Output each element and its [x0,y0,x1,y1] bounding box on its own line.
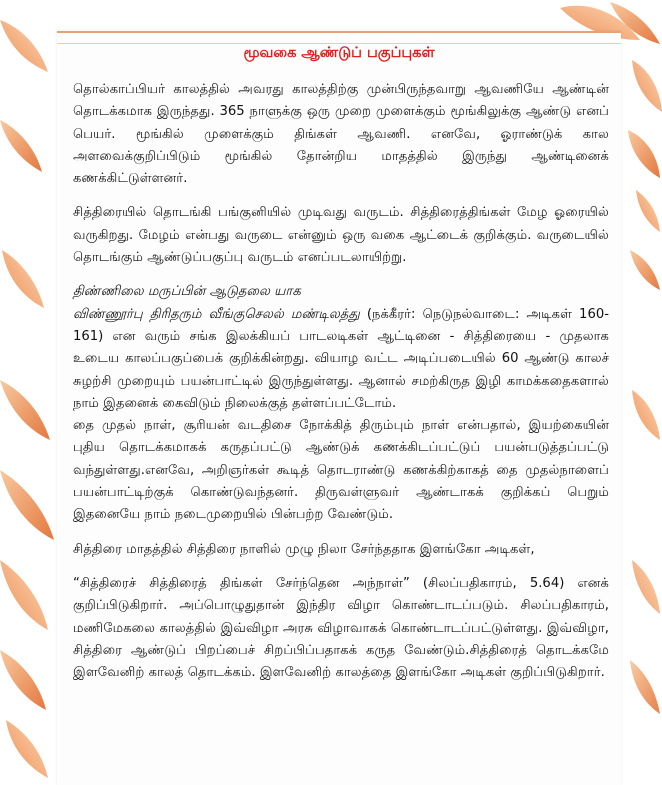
verse-line-1: திண்ணிலை மருப்பின் ஆடுதலை யாக [73,284,301,300]
verse-line-2: விண்ணூர்பு திரிதரும் வீங்குசெலல் மண்டிலத்து [73,306,360,322]
autumn-leaf-icon [630,560,660,714]
page-title: மூவகை ஆண்டுப் பகுப்புகள் [243,45,435,61]
paragraph-chithirai: சித்திரையில் தொடங்கி பங்குனியில் முடிவது வருடம். சித்திரைத்திங்கள் மேழ ஓரையில் வருகிறது. மேழம் என்பது வருடை என்னும் ஒரு வகை ஆட்டைக் குறிக்கும். வருடையில் தொடங்கும் ஆண்டுப்பகுப்பு வருடம் எனப்படலாயிற்று. [73,205,609,266]
verse-commentary: (நக்கீரர்: நெடுநல்வாடை: அடிகள் 160-161) என வரும் சங்க இலக்கியப் பாடலடிகள் ஆட்டினை - சித்திரையை - முதலாக உடைய காலப்பகுப்பைக் குறிக்கின்றது. வியாழ வட்ட அடிப்படையில் 60 ஆண்டு காலச் சுழற்சி முறையும் பயன்பாட்டில் இருந்துள்ளது. ஆனால் சமற்கிருத இழி காமக்கதைகளால் நாம் இதனைக் கைவிடும் நிலைக்குத் தள்ளப்பட்டோம். [73,306,609,411]
paragraph-thai: தை முதல் நாள், சூரியன் வடதிசை நோக்கித் திரும்பும் நாள் என்பதால், இயற்கையின் புதிய தொடக்கமாகக் கருதப்பட்டு ஆண்டுக் கணக்கிடப்பட்டுப் பயன்படுத்தப்பட்டு வந்துள்ளது.எனவே, அறிஞர்கள் கூடித் தொடராண்டு கணக்கிற்காகத் தை முதல்நாளைப் பயன்பாட்டிற்குக் கொண்டுவந்தனர். திருவள்ளுவர் ஆண்டாகக் குறிக்கப் பெறும் இதனையே நாம் நடைமுறையில் பின்பற்ற வேண்டும். [73,418,609,523]
paragraph-aavani: தொல்காப்பியர் காலத்தில் அவரது காலத்திற்கு முன்பிருந்தவாறு ஆவணியே ஆண்டின் தொடக்கமாக இருந்தது. 365 நாளுக்கு ஒரு முறை முளைக்கும் மூங்கிலுக்கு ஆண்டு எனப் பெயர். மூங்கில் முளைக்கும் திங்கள் ஆவணி. எனவே, ஓராண்டுக் கால அளவைக்குறிப்பிடும் மூங்கில் தோன்றிய மாதத்தில் இருந்து ஆண்டினைக் கணக்கிட்டுள்ளனர். [73,82,609,187]
document-page [57,31,621,785]
header-rule [57,43,621,44]
paragraph-verse [73,281,609,415]
paragraph-silappathikaram: “சித்திரைச் சித்திரைத் திங்கள் சேர்ந்தென அந்நாள்” (சிலப்பதிகாரம், 5.64) எனக் குறிப்பிடுகிறார். அப்பொழுதுதான் இந்திர விழா கொண்டாடப்படும். சிலப்பதிகாரம், மணிமேகலை காலத்தில் இவ்விழா அரசு விழாவாகக் கொண்டாடப்பட்டுள்ளது. இவ்விழா, சித்திரை ஆண்டுப் பிறப்பைச் சிறப்பிப்பதாகக் கருத வேண்டும்.சித்திரைத் தொடக்கமே இளவேனிற் காலத் தொடக்கம். இளவேனிற் காலத்தை இளங்கோ அடிகள் குறிப்பிடுகிறார். [73,575,609,681]
autumn-leaf-icon [0,20,54,778]
document-body [73,79,609,696]
paragraph-ilango: சித்திரை மாதத்தில் சித்திரை நாளில் முழு நிலா சேர்ந்ததாக இளங்கோ அடிகள், [73,541,535,557]
